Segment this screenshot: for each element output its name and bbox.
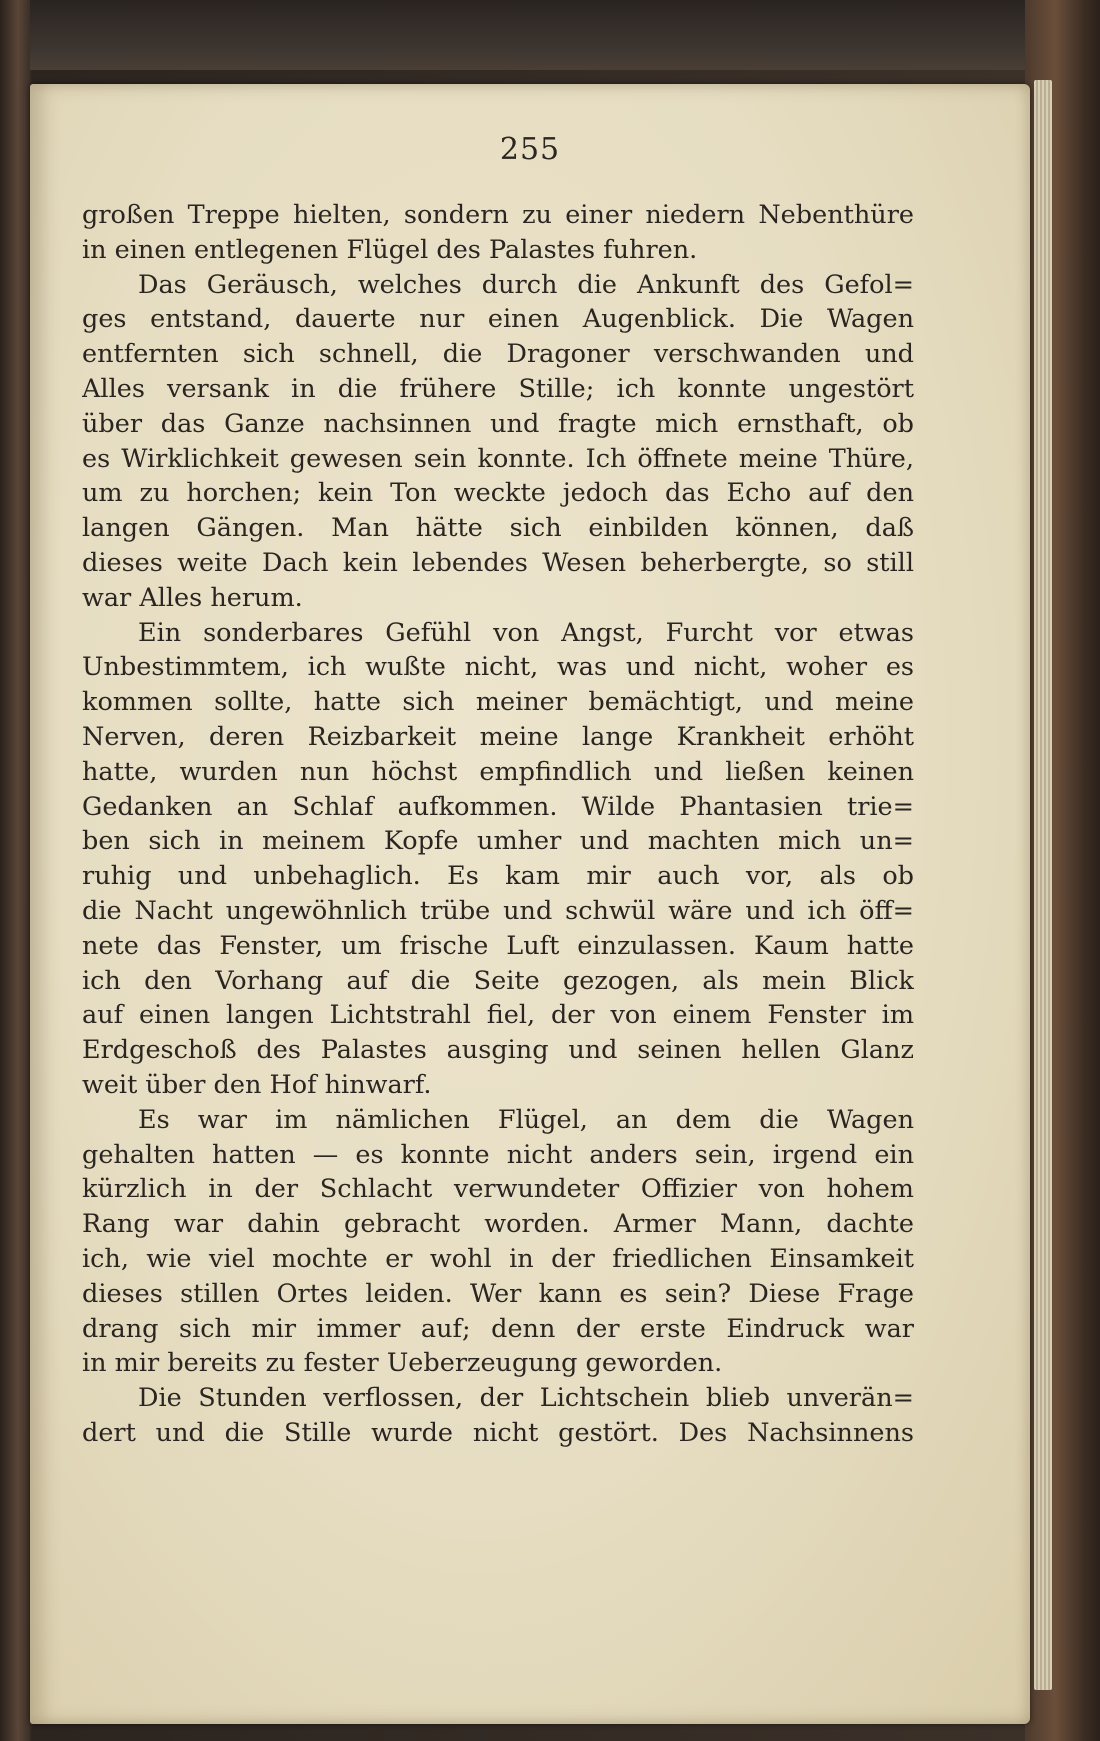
text-line: auf einen langen Lichtstrahl fiel, der von einem Fenster im (82, 1000, 914, 1031)
text-line: langen Gängen. Man hätte sich einbilden können, daß (82, 513, 914, 544)
text-line: drang sich mir immer auf; denn der erste Eindruck war (82, 1313, 914, 1344)
text-line: in mir bereits zu fester Ueberzeugung geworden. (82, 1348, 723, 1379)
scanner-background (0, 0, 1100, 70)
text-line: ben sich in meinem Kopfe umher und machten mich un= (82, 826, 914, 857)
text-line: dert und die Stille wurde nicht gestört. Des Nachsinnens (82, 1417, 914, 1448)
text-line: Erdgeschoß des Palastes ausging und seinen hellen Glanz (82, 1035, 914, 1066)
text-line: Alles versank in die frühere Stille; ich konnte ungestört (82, 373, 914, 404)
text-line: Ein sonderbares Gefühl von Angst, Furcht vor etwas (138, 617, 914, 648)
body-text (82, 198, 914, 1451)
text-line: ich, wie viel mochte er wohl in der friedlichen Einsamkeit (82, 1243, 914, 1274)
text-line: war Alles herum. (82, 582, 303, 613)
text-line: weit über den Hof hinwarf. (82, 1069, 432, 1100)
text-line: dieses stillen Ortes leiden. Wer kann es sein? Diese Frage (82, 1278, 914, 1309)
text-line: Es war im nämlichen Flügel, an dem die Wagen (138, 1104, 914, 1135)
text-line: um zu horchen; kein Ton weckte jedoch das Echo auf den (82, 478, 914, 509)
text-line: kürzlich in der Schlacht verwundeter Offizier von hohem (82, 1174, 914, 1205)
book-page (30, 84, 1030, 1724)
text-line: gehalten hatten — es konnte nicht anders sein, irgend ein (82, 1139, 914, 1170)
text-line: hatte, wurden nun höchst empfindlich und ließen keinen (82, 756, 914, 787)
text-line: die Nacht ungewöhnlich trübe und schwül wäre und ich öff= (82, 895, 914, 926)
text-line: ich den Vorhang auf die Seite gezogen, als mein Blick (82, 965, 914, 996)
page-edges (1034, 80, 1052, 1690)
text-line: Das Geräusch, welches durch die Ankunft des Gefol= (138, 269, 914, 300)
text-line: Die Stunden verflossen, der Lichtschein blieb unverän= (138, 1383, 914, 1414)
text-line: Gedanken an Schlaf aufkommen. Wilde Phantasien trie= (82, 791, 914, 822)
page-number: 255 (499, 132, 561, 167)
text-line: Unbestimmtem, ich wußte nicht, was und nicht, woher es (82, 652, 914, 683)
text-line: kommen sollte, hatte sich meiner bemächtigt, und meine (82, 687, 914, 718)
text-line: großen Treppe hielten, sondern zu einer niedern Nebenthüre (82, 200, 914, 230)
text-line: ruhig und unbehaglich. Es kam mir auch vor, als ob (82, 861, 914, 892)
text-line: ges entstand, dauerte nur einen Augenblick. Die Wagen (82, 304, 914, 335)
text-line: es Wirklichkeit gewesen sein konnte. Ich öffnete meine Thüre, (82, 443, 914, 474)
text-line: Rang war dahin gebracht worden. Armer Mann, dachte (82, 1209, 914, 1240)
text-line: Nerven, deren Reizbarkeit meine lange Krankheit erhöht (82, 721, 914, 752)
book-spine (0, 0, 30, 1741)
text-line: nete das Fenster, um frische Luft einzulassen. Kaum hatte (82, 930, 914, 961)
text-line: in einen entlegenen Flügel des Palastes fuhren. (82, 234, 698, 265)
text-line: über das Ganze nachsinnen und fragte mich ernsthaft, ob (82, 408, 914, 439)
text-line: entfernten sich schnell, die Dragoner verschwanden und (82, 339, 914, 370)
text-line: dieses weite Dach kein lebendes Wesen beherbergte, so still (82, 547, 914, 578)
